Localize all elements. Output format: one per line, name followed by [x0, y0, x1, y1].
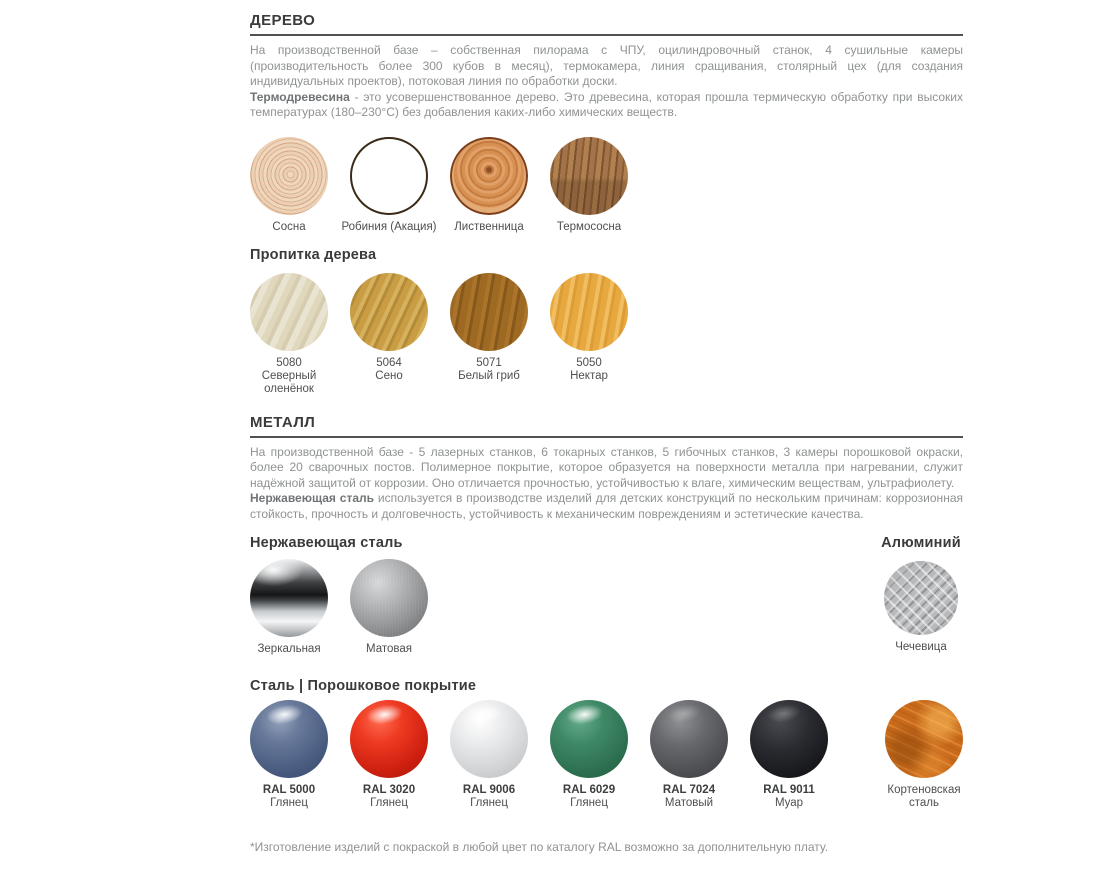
- ral-9006-ball-image: [450, 700, 528, 778]
- ral-7024-ball-image: [650, 700, 728, 778]
- wood-paragraph-2: [250, 90, 963, 121]
- wood-paragraph-2-lead: Термодревесина: [250, 89, 350, 104]
- ral-finish: Глянец: [470, 797, 508, 809]
- swatch-label: Зеркальная: [257, 643, 321, 655]
- aluminum-checker-image: [884, 561, 958, 635]
- stainless-matte-image: [350, 559, 428, 637]
- metal-section-title: МЕТАЛЛ: [250, 414, 963, 438]
- stainless-aluminum-row: [250, 535, 963, 656]
- powder-coating-row: [250, 700, 963, 810]
- stain-sample-5064-image: [350, 273, 428, 351]
- ral-finish: Глянец: [570, 797, 608, 809]
- wood-sample-listvennitsa-image: [450, 137, 528, 215]
- wood-sample-robinia-image: [350, 137, 428, 215]
- swatch-label: Сосна: [272, 220, 306, 233]
- swatch-label: Чечевица: [895, 641, 947, 653]
- swatch-ral-9006: [450, 700, 528, 810]
- metal-paragraph-2-lead: Нержавеющая сталь: [250, 491, 375, 505]
- swatch-ral-9011: [750, 700, 828, 810]
- ral-code: RAL 9006: [462, 784, 516, 796]
- wood-paragraph-1: На производственной базе – собственная пилорама с ЧПУ, оцилиндровочный станок, 4 сушильные камеры (производительность более 300 кубов в месяц), термокамера, линия сращивания, столярный цех (для создания индивидуальных проектов), потоковая линия по обработки доски.: [250, 43, 963, 88]
- stain-code: 5080: [276, 356, 302, 369]
- swatch-label: [433, 357, 545, 383]
- metal-paragraph-2-text: используется в производстве изделий для детских конструкций по нескольким причинам: коррозионная стойкость, прочность и долговечность, устойчивость к механическим повреждениям и эстетические качества.: [250, 491, 963, 521]
- swatch-label: [533, 784, 645, 810]
- stainless-mirror-image: [250, 559, 328, 637]
- wood-paragraph-2-text: - это усовершенствованное дерево. Это древесина, которая прошла термическую обработку при высоких температурах (180–230°C) без добавления каких-либо химических веществ.: [250, 89, 963, 119]
- ral-finish: Муар: [774, 797, 804, 809]
- ral-code: RAL 3020: [362, 784, 416, 796]
- swatch-ral-6029: [550, 700, 628, 810]
- corten-sample-image: [885, 700, 963, 778]
- stain-code: 5071: [476, 356, 502, 369]
- ral-finish: Глянец: [270, 797, 308, 809]
- ral-footnote: *Изготовление изделий с покраской в любой цвет по каталогу RAL возможно за дополнительную плату.: [250, 840, 829, 854]
- swatch-stain-5050: [550, 273, 628, 396]
- ral-3020-ball-image: [350, 700, 428, 778]
- stain-name: Нектар: [570, 369, 608, 382]
- stain-code: 5050: [576, 356, 602, 369]
- ral-6029-ball-image: [550, 700, 628, 778]
- swatch-label: Робиния (Акация): [341, 220, 437, 233]
- stain-name: Сено: [375, 369, 403, 382]
- ral-5000-ball-image: [250, 700, 328, 778]
- swatch-listvennitsa: [450, 137, 528, 234]
- stainless-swatch-row: [250, 559, 428, 656]
- swatch-ral-7024: [650, 700, 728, 810]
- stain-sample-5080-image: [250, 273, 328, 351]
- wood-species-row: [250, 137, 963, 234]
- swatch-label: [247, 357, 331, 396]
- stain-name: Белый гриб: [458, 369, 520, 382]
- metal-paragraph-1: На производственной базе - 5 лазерных станков, 6 токарных станков, 5 гибочных станков, 3 камеры порошковой окраски, более 20 сварочных постов. Полимерное покрытие, которое образуется на поверхности металла при нагревании, служит надёжной защитой от коррозии. Оно отличается прочностью, устойчивостью к влаге, химическим веществам, ультрафиолету.: [250, 444, 963, 490]
- swatch-label: [733, 784, 845, 810]
- swatch-label: [347, 357, 431, 383]
- stain-title-lead: Пропитка: [250, 246, 320, 263]
- metal-paragraph-2: [250, 491, 963, 522]
- swatch-robinia: [341, 137, 437, 234]
- stain-section-title: [250, 247, 963, 263]
- swatch-label: Лиственница: [454, 220, 524, 233]
- stain-code: 5064: [376, 356, 402, 369]
- swatch-termososna: [550, 137, 628, 234]
- swatch-label: Термососна: [556, 220, 622, 233]
- ral-code: RAL 9011: [763, 784, 815, 796]
- swatch-label: [233, 784, 345, 810]
- swatch-sosna: [250, 137, 328, 234]
- swatch-ral-3020: [350, 700, 428, 810]
- stain-sample-5050-image: [550, 273, 628, 351]
- content-column: [250, 12, 963, 866]
- stain-title-rest: дерева: [319, 246, 377, 263]
- powder-section-title: Сталь | Порошковое покрытие: [250, 678, 477, 694]
- ral-code: RAL 7024: [662, 784, 716, 796]
- swatch-label: [633, 784, 745, 810]
- swatch-stainless-matte: [350, 559, 428, 656]
- swatch-label: [433, 784, 545, 810]
- ral-9011-ball-image: [750, 700, 828, 778]
- wood-sample-sosna-image: [250, 137, 328, 215]
- stain-name: Северный оленёнок: [261, 369, 317, 395]
- swatch-corten: [885, 700, 963, 810]
- swatch-ral-5000: [250, 700, 328, 810]
- aluminum-title: Алюминий: [881, 535, 961, 551]
- ral-code: RAL 6029: [562, 784, 616, 796]
- aluminum-block: [879, 535, 963, 654]
- swatch-stain-5071: [450, 273, 528, 396]
- ral-code: RAL 5000: [262, 784, 316, 796]
- swatch-label: Кортеновская сталь: [887, 784, 961, 809]
- swatch-stain-5080: [250, 273, 328, 396]
- wood-sample-termososna-image: [550, 137, 628, 215]
- wood-stain-row: [250, 273, 963, 396]
- swatch-stain-5064: [350, 273, 428, 396]
- metal-description: [250, 445, 963, 523]
- ral-finish: Глянец: [370, 797, 408, 809]
- swatch-label: Матовая: [366, 643, 412, 655]
- stain-sample-5071-image: [450, 273, 528, 351]
- swatch-stainless-mirror: [250, 559, 328, 656]
- wood-section-title: ДЕРЕВО: [250, 12, 963, 36]
- swatch-label: [533, 357, 645, 383]
- ral-finish: Матовый: [664, 797, 714, 809]
- stainless-title: Нержавеющая сталь: [250, 535, 403, 551]
- wood-description: [250, 43, 963, 121]
- swatch-label: [333, 784, 445, 810]
- stainless-block: [250, 535, 428, 656]
